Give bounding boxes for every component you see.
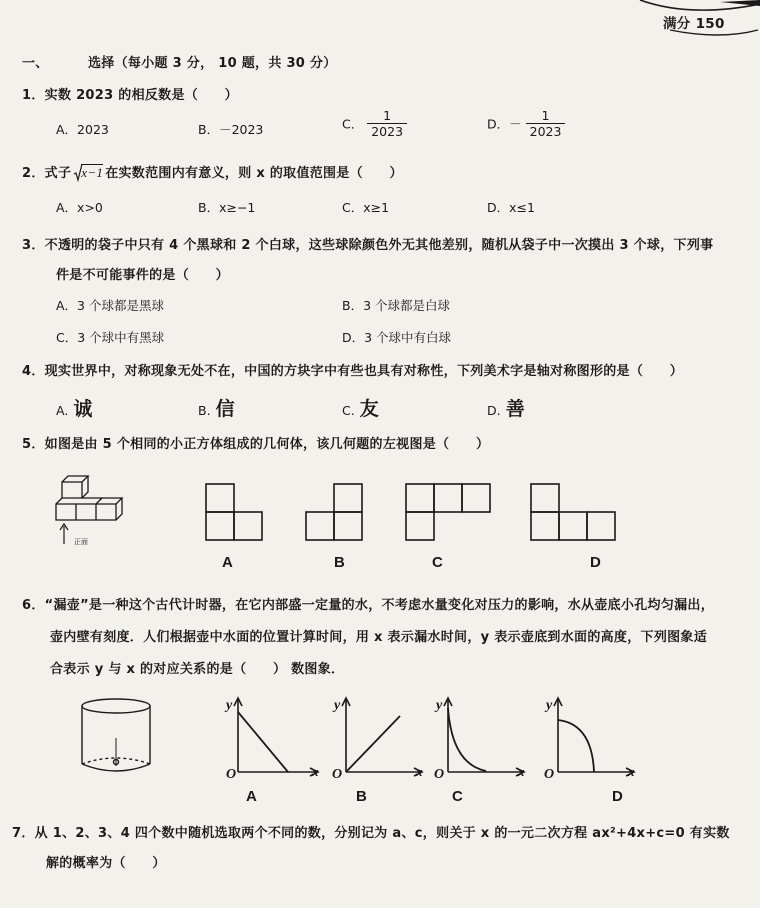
q1-option-d <box>487 108 565 139</box>
q6-water-clock-cylinder <box>76 696 156 780</box>
q2-stem <box>22 162 403 181</box>
q4-option-d-label: D. <box>487 403 501 418</box>
q1-option-c-numerator: 1 <box>383 108 392 123</box>
q1-stem: 1．实数 2023 的相反数是（ ） <box>22 88 238 103</box>
q4-option-a-char: 诚 <box>73 398 93 420</box>
q1-option-d-label: D．－ <box>487 116 522 132</box>
q2-option-b: B．x≥−1 <box>198 200 256 215</box>
q1-option-a: A．2023 <box>56 122 109 137</box>
q6-label-b: B <box>356 788 367 805</box>
q6-b-origin: O <box>332 767 343 780</box>
front-arrow-icon <box>60 524 68 544</box>
q5-label-d: D <box>590 554 601 571</box>
q1-option-c-fraction <box>367 108 407 139</box>
q1-option-c-denominator: 2023 <box>367 123 407 139</box>
q3-stem-line1: 3．不透明的袋子中只有 4 个黑球和 2 个白球，这些球除颜色外无其他差别，随机从袋子中一次摸出 3 个球，下列事 <box>22 238 714 253</box>
q6-d-origin: O <box>544 767 555 780</box>
q6-stem-line2: 壶内壁有刻度．人们根据壶中水面的位置计算时间，用 x 表示漏水时间，y 表示壶底到水面的高度，下列图象适 <box>50 630 708 645</box>
q1-option-d-denominator: 2023 <box>526 123 566 139</box>
section-number: 一、 <box>22 56 49 71</box>
q6-label-c: C <box>452 788 463 805</box>
q1-option-d-numerator: 1 <box>541 108 550 123</box>
q3-stem-line2: 件是不可能事件的是（ ） <box>56 268 229 283</box>
q1-option-c <box>342 108 407 139</box>
q2-option-a: A．x>0 <box>56 200 103 215</box>
q6-d-axis-y: y <box>546 698 553 713</box>
q6-c-axis-x: x <box>518 764 525 779</box>
radical-sign-icon <box>73 164 83 182</box>
q5-stem: 5．如图是由 5 个相同的小正方体组成的几何体，该几何题的左视图是（ ） <box>22 437 490 452</box>
q6-label-d: D <box>612 788 623 805</box>
q5-option-d-figure <box>527 482 623 542</box>
q3-option-b: B．3 个球都是白球 <box>342 298 451 313</box>
q2-radicand: x−1 <box>81 165 104 180</box>
q6-c-axis-y: y <box>436 698 443 713</box>
q5-arrow-label: 正面 <box>74 538 88 546</box>
q6-option-b-graph <box>328 694 428 780</box>
q5-cube-solid-figure <box>48 474 132 548</box>
q1-option-b: B．－2023 <box>198 122 264 137</box>
q5-label-a: A <box>222 554 233 571</box>
q6-a-origin: O <box>226 767 237 780</box>
q2-option-d: D．x≤1 <box>487 200 535 215</box>
q6-d-axis-x: x <box>628 764 635 779</box>
q2-radical <box>73 165 103 181</box>
q3-option-d: D．3 个球中有白球 <box>342 330 452 345</box>
q4-option-c-char: 友 <box>359 398 379 420</box>
q2-stem-suffix: 在实数范围内有意义，则 x 的取值范围是（ ） <box>105 166 403 181</box>
q6-a-axis-y: y <box>226 698 233 713</box>
q6-a-axis-x: x <box>312 764 319 779</box>
q4-option-c <box>342 394 379 421</box>
q5-option-b-figure <box>302 482 372 542</box>
q6-stem-line3: 合表示 y 与 x 的对应关系的是（ ） 数图象． <box>50 662 345 677</box>
q3-option-c: C．3 个球中有黑球 <box>56 330 165 345</box>
section-title: 选择（每小题 3 分， 10 题，共 30 分） <box>88 56 337 71</box>
q7-stem-line2: 解的概率为（ ） <box>46 856 166 871</box>
q5-label-b: B <box>334 554 345 571</box>
q4-option-a-label: A. <box>56 403 69 418</box>
q4-stem: 4．现实世界中，对称现象无处不在，中国的方块字中有些也具有对称性，下列美术字是轴对称图形的是（ ） <box>22 364 684 379</box>
q6-option-d-graph <box>540 694 640 780</box>
q6-b-axis-x: x <box>416 764 423 779</box>
q4-option-a <box>56 394 92 421</box>
q4-option-b-label: B. <box>198 403 211 418</box>
q1-option-d-fraction <box>526 108 566 139</box>
q6-label-a: A <box>246 788 257 805</box>
q4-option-d-char: 善 <box>505 398 525 420</box>
q6-option-a-graph <box>224 694 324 780</box>
q6-stem-line1: 6．“漏壶”是一种这个古代计时器，在它内部盛一定量的水，不考虑水量变化对压力的影响，水从壶底小孔均匀漏出， <box>22 598 715 613</box>
q6-b-axis-y: y <box>334 698 341 713</box>
q5-option-c-figure <box>402 482 498 542</box>
q6-option-c-graph <box>430 694 530 780</box>
q6-c-origin: O <box>434 767 445 780</box>
q4-option-b <box>198 394 235 421</box>
header-score: 满分 150 <box>663 16 725 32</box>
q2-option-c: C．x≥1 <box>342 200 390 215</box>
q4-option-b-char: 信 <box>215 398 235 420</box>
q4-option-d <box>487 394 525 421</box>
q3-option-a: A．3 个球都是黑球 <box>56 298 164 313</box>
q5-option-a-figure <box>202 482 272 542</box>
q1-option-c-label: C． <box>342 116 364 132</box>
q7-stem-line1: 7．从 1、2、3、4 四个数中随机选取两个不同的数，分别记为 a、c，则关于 x 的一元二次方程 ax²+4x+c=0 有实数 <box>12 826 730 841</box>
q2-stem-prefix: 2．式子 <box>22 166 72 181</box>
q5-label-c: C <box>432 554 443 571</box>
q4-option-c-label: C. <box>342 403 355 418</box>
